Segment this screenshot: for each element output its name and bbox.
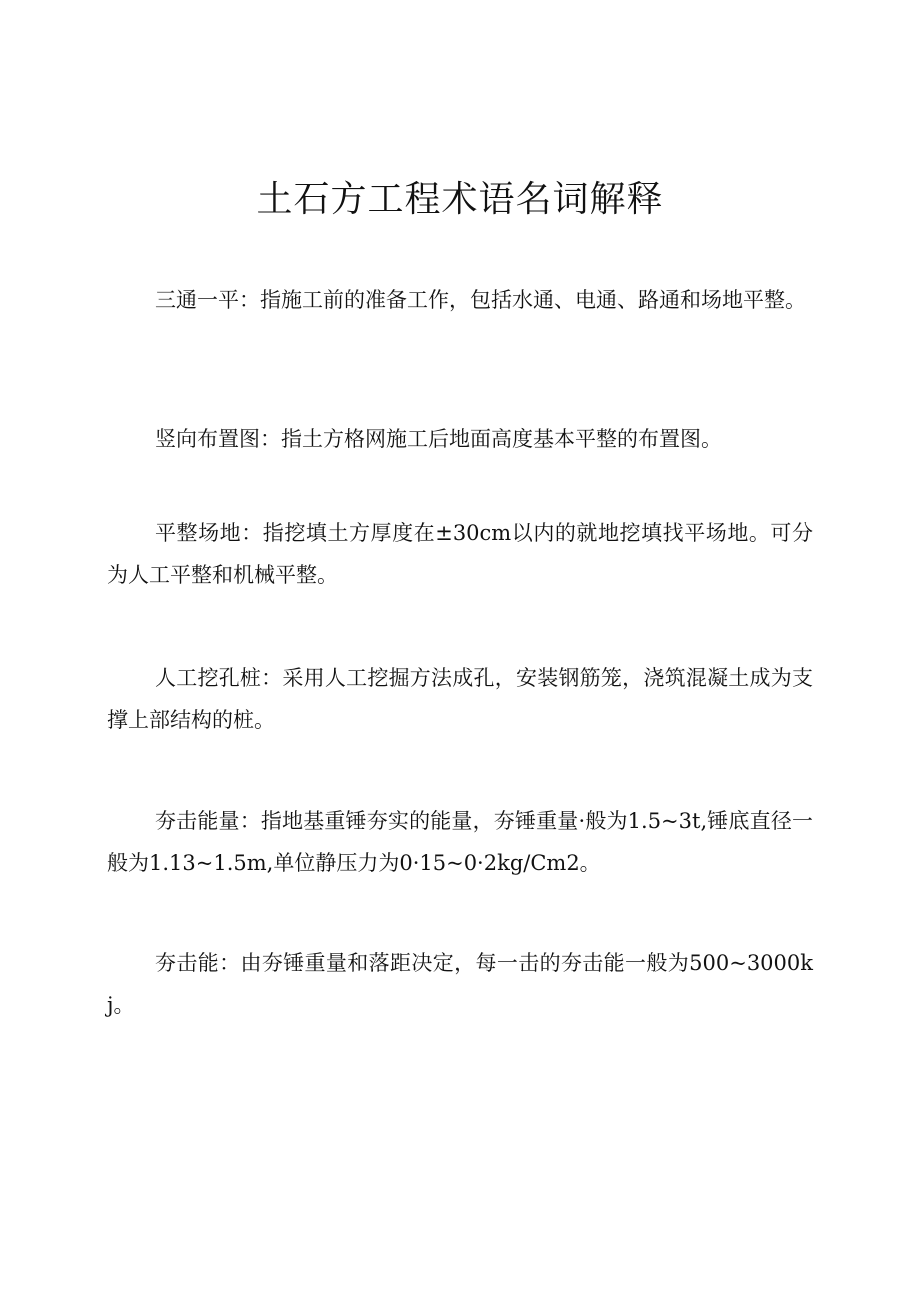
document-title: 土石方工程术语名词解释 [256,179,664,220]
paragraph-site-leveling: 平整场地：指挖填土方厚度在±30cm以内的就地挖填找平场地。可分为人工平整和机械平整。 [107,521,813,587]
paragraph-manual-bored-pile: 人工挖孔桩：采用人工挖掘方法成孔，安装钢筋笼，浇筑混凝土成为支撑上部结构的桩。 [107,666,813,732]
paragraph-three-connections-one-leveling: 三通一平：指施工前的准备工作，包括水通、电通、路通和场地平整。 [155,288,806,312]
paragraph-tamping-energy-per-blow: 夯击能：由夯锤重量和落距决定，每一击的夯击能一般为500~3000kj。 [107,951,813,1017]
paragraph-tamping-energy: 夯击能量：指地基重锤夯实的能量，夯锤重量·般为1.5~3t,锤底直径一般为1.13~1.5m,单位静压力为0·15~0·2kg/Cm2。 [107,809,813,875]
paragraph-vertical-layout-plan: 竖向布置图：指土方格网施工后地面高度基本平整的布置图。 [155,427,722,451]
